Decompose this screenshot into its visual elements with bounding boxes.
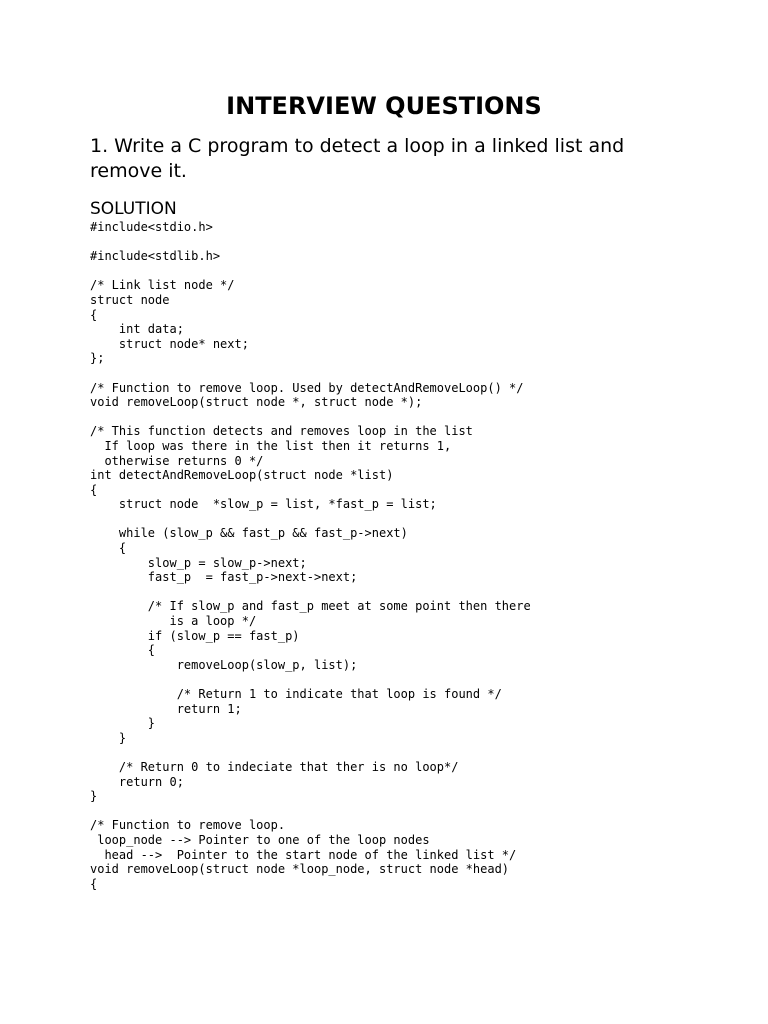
code-line	[90, 512, 730, 527]
code-line	[90, 264, 730, 279]
code-line: {	[90, 643, 156, 658]
code-line: is a loop */	[90, 614, 257, 629]
code-line	[90, 366, 730, 381]
code-line: /* If slow_p and fast_p meet at some point then there	[90, 599, 531, 614]
question-text: 1. Write a C program to detect a loop in a linked list and remove it.	[90, 135, 625, 182]
code-line: {	[90, 876, 98, 891]
code-line: otherwise returns 0 */	[90, 453, 264, 468]
code-line: {	[90, 482, 98, 497]
page-title: INTERVIEW QUESTIONS	[226, 92, 542, 120]
code-line: int data;	[90, 322, 184, 337]
code-line: /* Link list node */	[90, 278, 235, 293]
code-block	[90, 220, 730, 891]
code-line	[90, 745, 730, 760]
code-line	[90, 235, 730, 250]
code-line	[90, 672, 730, 687]
code-line: struct node	[90, 292, 170, 307]
solution-heading: SOLUTION	[90, 199, 177, 219]
code-line: #include<stdlib.h>	[90, 249, 221, 264]
code-line: {	[90, 307, 98, 322]
code-line: /* Return 1 to indicate that loop is found */	[90, 687, 502, 701]
code-line: /* Function to remove loop. Used by detectAndRemoveLoop() */	[90, 380, 524, 395]
code-line	[90, 804, 730, 819]
code-line: /* Function to remove loop.	[90, 818, 286, 833]
code-line: If loop was there in the list then it returns 1,	[90, 438, 452, 453]
code-line: while (slow_p && fast_p && fast_p->next)	[90, 526, 408, 541]
code-line: struct node *slow_p = list, *fast_p = list;	[90, 497, 437, 512]
code-line: struct node* next;	[90, 336, 249, 351]
code-line: removeLoop(slow_p, list);	[90, 657, 358, 672]
code-line: return 1;	[90, 701, 242, 716]
code-line: }	[90, 716, 156, 731]
code-line	[90, 585, 730, 600]
code-line: };	[90, 351, 105, 366]
code-line: slow_p = slow_p->next;	[90, 555, 307, 570]
code-line: /* This function detects and removes loop in the list	[90, 424, 473, 439]
code-line: fast_p = fast_p->next->next;	[90, 570, 358, 585]
code-line: }	[90, 789, 98, 804]
code-line: int detectAndRemoveLoop(struct node *list)	[90, 468, 394, 483]
code-line: {	[90, 541, 127, 556]
code-line: return 0;	[90, 774, 184, 789]
code-line: if (slow_p == fast_p)	[90, 628, 300, 643]
code-line: head --> Pointer to the start node of the linked list */	[90, 847, 517, 862]
code-line: #include<stdio.h>	[90, 220, 213, 234]
code-line: loop_node --> Pointer to one of the loop nodes	[90, 832, 430, 847]
code-line: void removeLoop(struct node *, struct node *);	[90, 395, 423, 410]
code-line: }	[90, 730, 127, 745]
code-line	[90, 410, 730, 425]
code-line: void removeLoop(struct node *loop_node, struct node *head)	[90, 862, 510, 877]
code-line: /* Return 0 to indeciate that ther is no loop*/	[90, 759, 459, 774]
